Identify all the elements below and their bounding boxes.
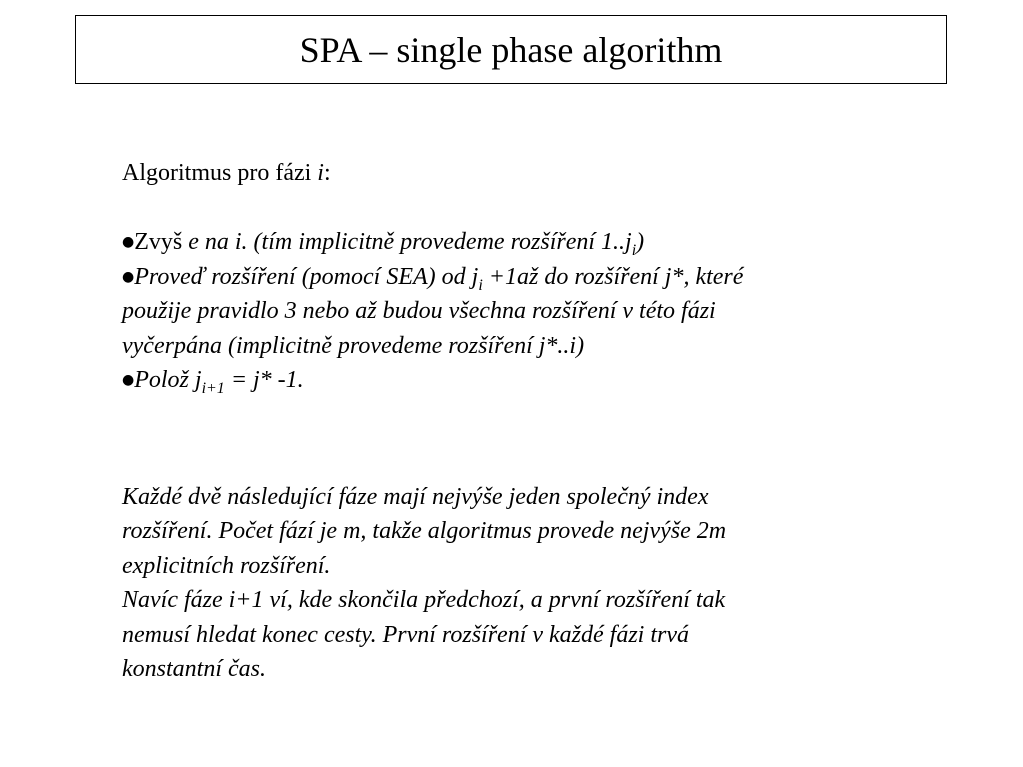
bullet-2-text-start: Proveď rozšíření (pomocí SEA) od j	[134, 263, 479, 290]
bullet-1-text: e na i. (tím implicitně provedeme rozšíření 1..j	[188, 229, 632, 255]
intro-colon: :	[323, 160, 331, 186]
bullet-3-text-end: = j* -1.	[224, 367, 304, 393]
paragraph-line: explicitních rozšíření.	[122, 552, 331, 579]
bullet-1	[122, 225, 942, 260]
intro-line	[122, 156, 942, 191]
bullet-2	[122, 260, 942, 295]
bullet-2-subscript: i	[478, 276, 483, 294]
bullet-dot-icon: ●	[122, 234, 135, 250]
intro-text: Algoritmus pro fázi	[122, 160, 318, 186]
bullet-dot-icon: ●	[122, 268, 135, 285]
bullet-dot-icon: ●	[122, 372, 135, 388]
title-box	[75, 15, 947, 84]
bullet-2-line-2: použije pravidlo 3 nebo až budou všechna rozšíření v této fázi	[122, 298, 716, 324]
slide-content	[122, 156, 942, 687]
spacer	[122, 191, 942, 226]
bullet-3-text-start: Polož j	[134, 367, 202, 393]
paragraph-line: konstantní čas.	[122, 656, 266, 682]
bullet-1-suffix: )	[636, 229, 645, 255]
paragraph-line: rozšíření. Počet fází je m, takže algoritmus provede nejvýše 2m	[122, 518, 727, 544]
paragraph-line: Každé dvě následující fáze mají nejvýše jeden společný index	[122, 483, 709, 510]
bullet-2-text-end: +1až do rozšíření j*, které	[482, 263, 744, 290]
bullet-2-line-3: vyčerpána (implicitně provedeme rozšíření j*..i)	[122, 332, 585, 359]
bullet-3-subscript: i+1	[201, 380, 225, 397]
intro-var: i	[317, 160, 324, 186]
spacer	[122, 398, 942, 480]
paragraph-line: Navíc fáze i+1 ví, kde skončila předchozí, a první rozšíření tak	[122, 587, 726, 613]
paragraph-line: nemusí hledat konec cesty. První rozšíření v každé fázi trvá	[122, 621, 689, 648]
bullet-1-subscript: i	[631, 242, 637, 259]
slide-title: SPA – single phase algorithm	[299, 29, 723, 70]
bullet-1-prefix: Zvyš	[134, 229, 189, 255]
bullet-3	[122, 363, 942, 398]
